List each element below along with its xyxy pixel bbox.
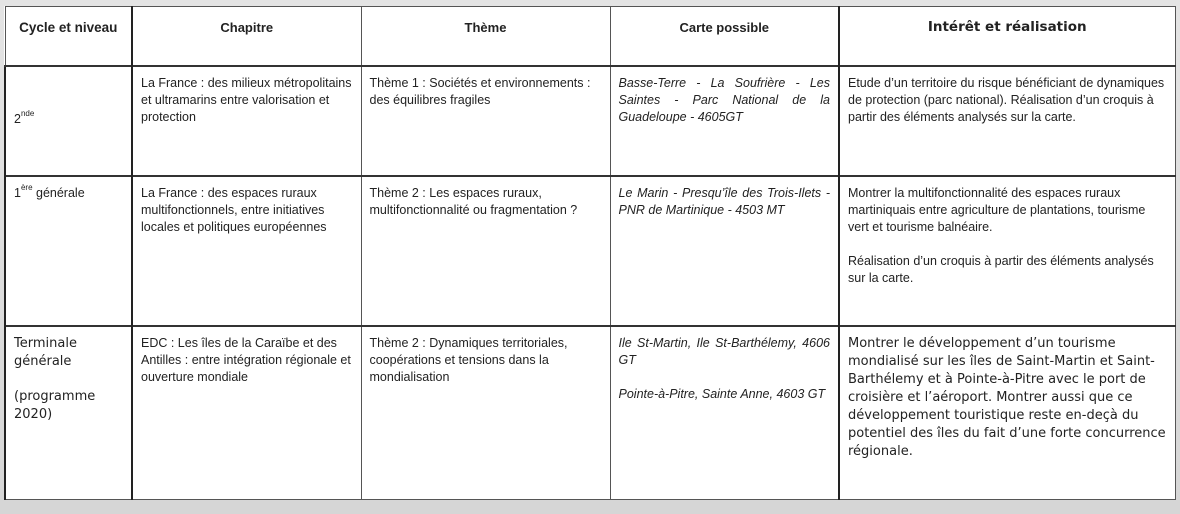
header-row [5, 7, 1175, 66]
programme-table [4, 6, 1176, 500]
cell-interet [839, 66, 1175, 176]
carte-entry: Basse-Terre - La Soufrière - Les Saintes - Parc National de la Guadeloupe - 4605GT [618, 75, 830, 124]
interet-paragraph: Réalisation d’un croquis à partir des éléments analysés sur la carte. [848, 253, 1154, 285]
cell-niveau [5, 66, 132, 176]
cell-theme: Thème 2 : Les espaces ruraux, multifonctionnalité ou fragmentation ? [361, 176, 610, 326]
cell-chapitre: EDC : Les îles de la Caraïbe et des Antilles : entre intégration régionale et ouverture mondiale [132, 326, 361, 500]
cell-niveau [5, 176, 132, 326]
header-chapitre: Chapitre [132, 7, 361, 66]
cell-chapitre: La France : des milieux métropolitains et ultramarins entre valorisation et protection [132, 66, 361, 176]
cell-interet [839, 176, 1175, 326]
cell-theme: Thème 2 : Dynamiques territoriales, coopérations et tensions dans la mondialisation [361, 326, 610, 500]
header-carte: Carte possible [610, 7, 839, 66]
niveau-suffix: générale [32, 185, 85, 200]
niveau-superscript: nde [20, 109, 35, 119]
carte-entry: Pointe-à-Pitre, Sainte Anne, 4603 GT [618, 386, 826, 401]
carte-entry: Le Marin - Presqu’île des Trois-Ilets - PNR de Martinique - 4503 MT [618, 185, 830, 217]
niveau-label: 1 [14, 185, 21, 200]
table-row [5, 326, 1175, 500]
header-cycle: Cycle et niveau [5, 7, 132, 66]
cell-theme: Thème 1 : Sociétés et environnements : des équilibres fragiles [361, 66, 610, 176]
interet-paragraph: Etude d’un territoire du risque bénéficiant de dynamiques de protection (parc national). Réalisation d’un croquis à partir des éléments analysés sur la carte. [848, 75, 1165, 124]
cell-carte [610, 326, 839, 500]
niveau-label: Terminale générale [14, 335, 77, 369]
niveau-label: 2 [14, 111, 21, 126]
carte-entry: Ile St-Martin, Ile St-Barthélemy, 4606 GT [618, 335, 830, 367]
niveau-programme: (programme 2020) [14, 388, 96, 422]
cell-niveau [5, 326, 132, 500]
interet-paragraph: Montrer la multifonctionnalité des espaces ruraux martiniquais entre agriculture de plantations, tourisme vert et tourisme balnéaire. [848, 185, 1146, 234]
interet-paragraph: Montrer le développement d’un tourisme mondialisé sur les îles de Saint-Martin et Saint-Barthélemy et à Pointe-à-Pitre avec le port de croisière et l’aéroport. Montrer aussi que ce développement touristique reste en-deçà du potentiel des îles du fait d’une forte concurrence régionale. [848, 335, 1166, 459]
header-interet: Intérêt et réalisation [839, 7, 1175, 66]
header-theme: Thème [361, 7, 610, 66]
cell-chapitre: La France : des espaces ruraux multifonctionnels, entre initiatives locales et politiques européennes [132, 176, 361, 326]
table-row [5, 176, 1175, 326]
cell-interet [839, 326, 1175, 500]
cell-carte [610, 66, 839, 176]
niveau-superscript: ère [20, 183, 33, 193]
table-row [5, 66, 1175, 176]
cell-carte [610, 176, 839, 326]
